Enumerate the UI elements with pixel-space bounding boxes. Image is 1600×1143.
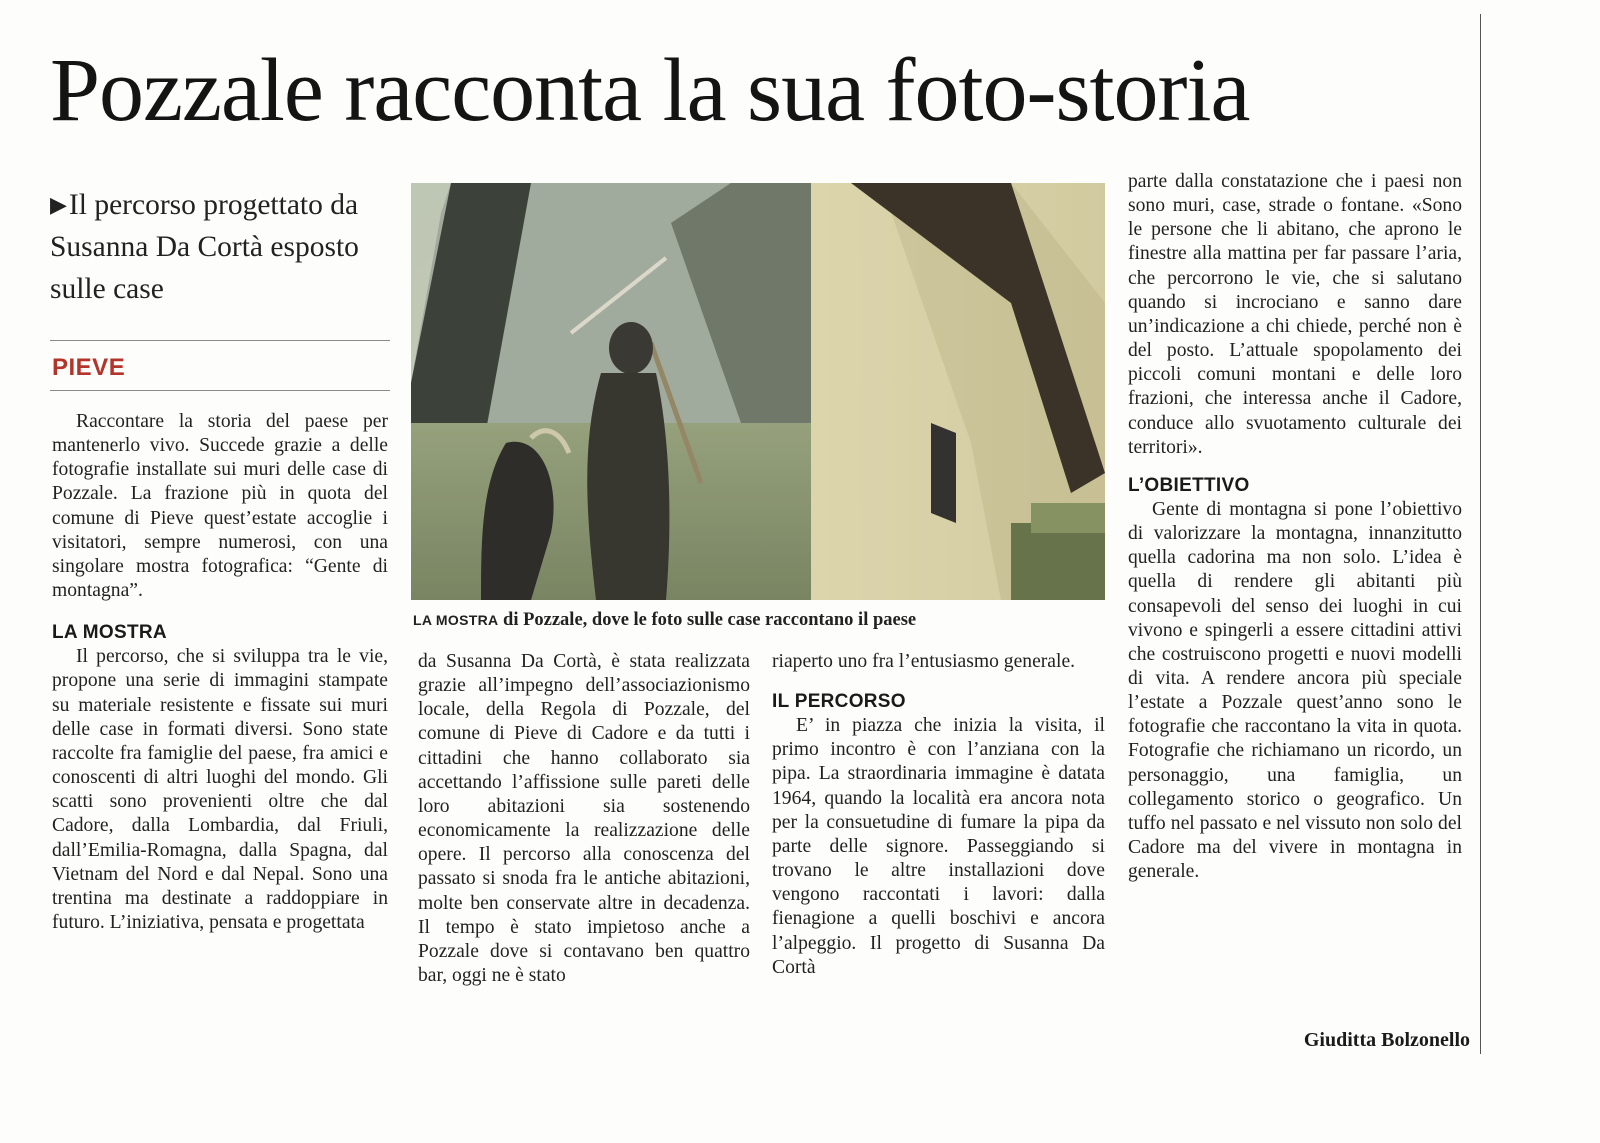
subheadline-text: Il percorso progettato da Susanna Da Cortà esposto sulle case: [50, 189, 359, 305]
body-paragraph: da Susanna Da Cortà, è stata realizzata grazie all’impegno dell’associazionismo locale, della Regola di Pozzale, del comune di Pieve di Cadore e da tutti i cittadini che hanno collaborato sia accettando l’affissione sulle pareti delle loro abitazioni sia sostenendo economicamente la realizzazione delle opere. Il percorso alla conoscenza del passato si snoda fra le antiche abitazioni, molte ben conservate altre in decadenza. Il tempo è stato impietoso anche a Pozzale dove si contavano ben quattro bar, oggi ne è stato: [418, 651, 750, 987]
headline: Pozzale racconta la sua foto-storia: [50, 41, 1250, 140]
section-heading-la-mostra: LA MOSTRA: [52, 622, 167, 644]
divider-bottom: [50, 390, 390, 391]
intro-paragraph: Raccontare la storia del paese per mantenerlo vivo. Succede grazie a delle fotografie installate sui muri delle case di Pozzale. La frazione più in quota del comune di Pieve quest’estate accoglie i visitatori, sempre numerosi, con una singolare mostra fotografica: “Gente di montagna”.: [52, 411, 388, 602]
photo-caption-text: di Pozzale, dove le foto sulle case raccontano il paese: [498, 610, 917, 630]
location-kicker: PIEVE: [52, 354, 126, 381]
section-heading-il-percorso: IL PERCORSO: [772, 691, 906, 713]
author-byline: Giuditta Bolzonello: [1303, 1029, 1470, 1051]
divider-top: [50, 340, 390, 341]
subheadline: [50, 184, 395, 310]
column-2: [418, 650, 750, 988]
body-paragraph: riaperto uno fra l’entusiasmo generale.: [772, 651, 1076, 672]
body-paragraph: parte dalla constatazione che i paesi non sono muri, case, strade o fontane. «Sono le persone che li abitano, che aprono le finestre alla mattina per far passare l’aria, che percorrono le vie, che si salutano quando si incrociano e sanno dare un’indicazione a chi chiede, perché non è del posto. L’attuale spopolamento dei piccoli comuni montani e delle loro frazioni, che interessa anche il Cadore, conduce allo svuotamento culturale dei territori».: [1128, 171, 1462, 458]
triangle-marker-icon: ▶: [50, 192, 67, 217]
column-3: [772, 650, 1105, 980]
body-paragraph: Gente di montagna si pone l’obiettivo di valorizzare la montagna, innanzitutto quella cadorina ma non solo. L’idea è quella di rendere gli abitanti più consapevoli del senso dei luoghi in cui vivono e spingerli a essere cittadini attivi che costruiscono progetti e nuovi modelli di vita. A rendere ancora più speciale l’estate a Pozzale quest’anno sono le fotografie che raccontano la vita in quota. Fotografie che richiamano un ricordo, un personaggio, una famiglia, un collegamento storico o geografico. Un tuffo nel passato e nel vissuto non solo del Cadore ma del vivere in montagna in generale.: [1128, 498, 1462, 883]
column-1: [52, 410, 388, 935]
column-rule: [1480, 14, 1481, 1054]
column-4: [1128, 170, 1462, 884]
article-photo: [411, 183, 1105, 600]
section-heading-obiettivo: L’OBIETTIVO: [1128, 474, 1250, 496]
photo-caption: [413, 610, 1113, 631]
photo-caption-lead: LA MOSTRA: [413, 612, 499, 628]
body-paragraph: E’ in piazza che inizia la visita, il primo incontro è con l’anziana con la pipa. La straordinaria immagine è datata 1964, quando la località era ancora nota per la consuetudine di fumare la pipa da parte delle signore. Passeggiando si trovano le altre installazioni dove vengono raccontati i lavori: dalla fienagione a quelli boschivi e ancora l’alpeggio. Il progetto di Susanna Da Cortà: [772, 715, 1105, 978]
photo-illustration: [411, 183, 1105, 600]
body-paragraph: Il percorso, che si sviluppa tra le vie, propone una serie di immagini stampate su materiale resistente e fissate sui muri delle case in formati diversi. Sono state raccolte fra famiglie del paese, fra amici e conoscenti di altri luoghi del mondo. Gli scatti sono provenienti oltre che dal Cadore, dalla Lombardia, dal Friuli, dall’Emilia-Romagna, dalla Spagna, dal Vietnam del Nord e dal Nepal. Sono una trentina ma destinate a raddoppiare in futuro. L’iniziativa, pensata e progettata: [52, 646, 388, 933]
